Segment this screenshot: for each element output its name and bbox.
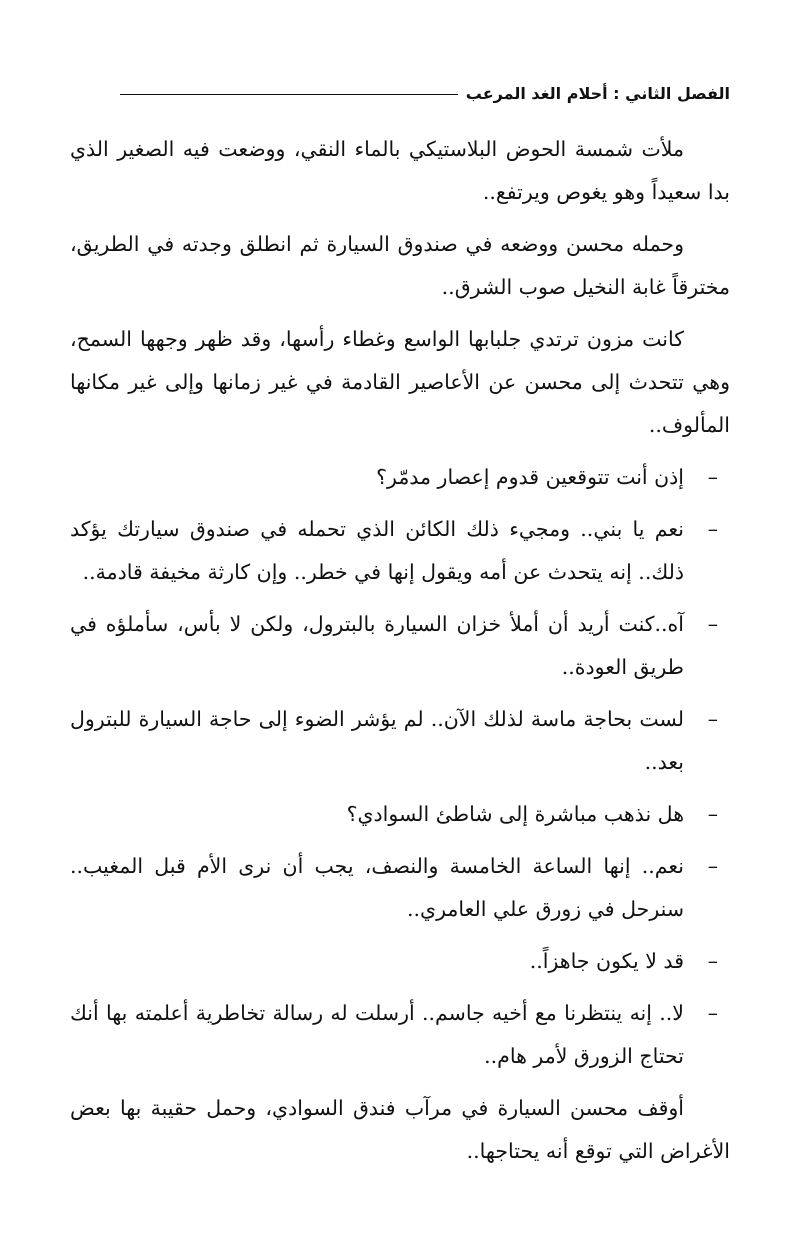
dialogue-line bbox=[70, 603, 730, 689]
dialogue-dash: – bbox=[707, 949, 718, 973]
dialogue-dash: – bbox=[707, 802, 718, 826]
dialogue-text: هل نذهب مباشرة إلى شاطئ السوادي؟ bbox=[346, 802, 684, 826]
dialogue-text: لا.. إنه ينتظرنا مع أخيه جاسم.. أرسلت له رسالة تخاطرية أعلمته بها أنك تحتاج الزورق لأمر هام.. bbox=[70, 1001, 684, 1068]
dialogue-line bbox=[70, 698, 730, 784]
dialogue-line bbox=[70, 508, 730, 594]
dialogue-line bbox=[70, 940, 730, 983]
page-body bbox=[70, 128, 730, 1182]
dialogue-text: نعم.. إنها الساعة الخامسة والنصف، يجب أن نرى الأم قبل المغيب.. سنرحل في زورق علي العامري.. bbox=[70, 854, 684, 921]
chapter-title: الفصل الثاني : أحلام الغد المرعب bbox=[465, 83, 730, 103]
dialogue-dash: – bbox=[707, 517, 718, 541]
dialogue-line bbox=[70, 793, 730, 836]
dialogue-line bbox=[70, 456, 730, 499]
dialogue-text: إذن أنت تتوقعين قدوم إعصار مدمّر؟ bbox=[376, 465, 684, 489]
dialogue-dash: – bbox=[707, 854, 718, 878]
running-header bbox=[120, 78, 730, 108]
dialogue-dash: – bbox=[707, 612, 718, 636]
dialogue-text: آه..كنت أريد أن أملأ خزان السيارة بالبترول، ولكن لا بأس، سأملؤه في طريق العودة.. bbox=[70, 612, 684, 679]
dialogue-line bbox=[70, 845, 730, 931]
paragraph: أوقف محسن السيارة في مرآب فندق السوادي، وحمل حقيبة بها بعض الأغراض التي توقع أنه يحتاجها.. bbox=[70, 1096, 730, 1163]
paragraph: وحمله محسن ووضعه في صندوق السيارة ثم انطلق وجدته في الطريق، مخترقاً غابة النخيل صوب الشرق.. bbox=[70, 232, 730, 299]
dialogue-text: قد لا يكون جاهزاً.. bbox=[529, 949, 684, 973]
dialogue-text: لست بحاجة ماسة لذلك الآن.. لم يؤشر الضوء إلى حاجة السيارة للبترول بعد.. bbox=[70, 707, 684, 774]
dialogue-dash: – bbox=[707, 1001, 718, 1025]
dialogue-line bbox=[70, 992, 730, 1078]
paragraph: ملأت شمسة الحوض البلاستيكي بالماء النقي، ووضعت فيه الصغير الذي بدا سعيداً وهو يغوص ويرتفع.. bbox=[70, 137, 730, 204]
paragraph: كانت مزون ترتدي جلبابها الواسع وغطاء رأسها، وقد ظهر وجهها السمح، وهي تتحدث إلى محسن عن الأعاصير القادمة في غير زمانها وإلى غير مكانها المألوف.. bbox=[70, 327, 730, 437]
dialogue-text: نعم يا بني.. ومجيء ذلك الكائن الذي تحمله في صندوق سيارتك يؤكد ذلك.. إنه يتحدث عن أمه ويقول إنها في خطر.. وإن كارثة مخيفة قادمة.. bbox=[70, 517, 684, 584]
dialogue-dash: – bbox=[707, 465, 718, 489]
header-rule bbox=[120, 94, 458, 95]
dialogue-dash: – bbox=[707, 707, 718, 731]
